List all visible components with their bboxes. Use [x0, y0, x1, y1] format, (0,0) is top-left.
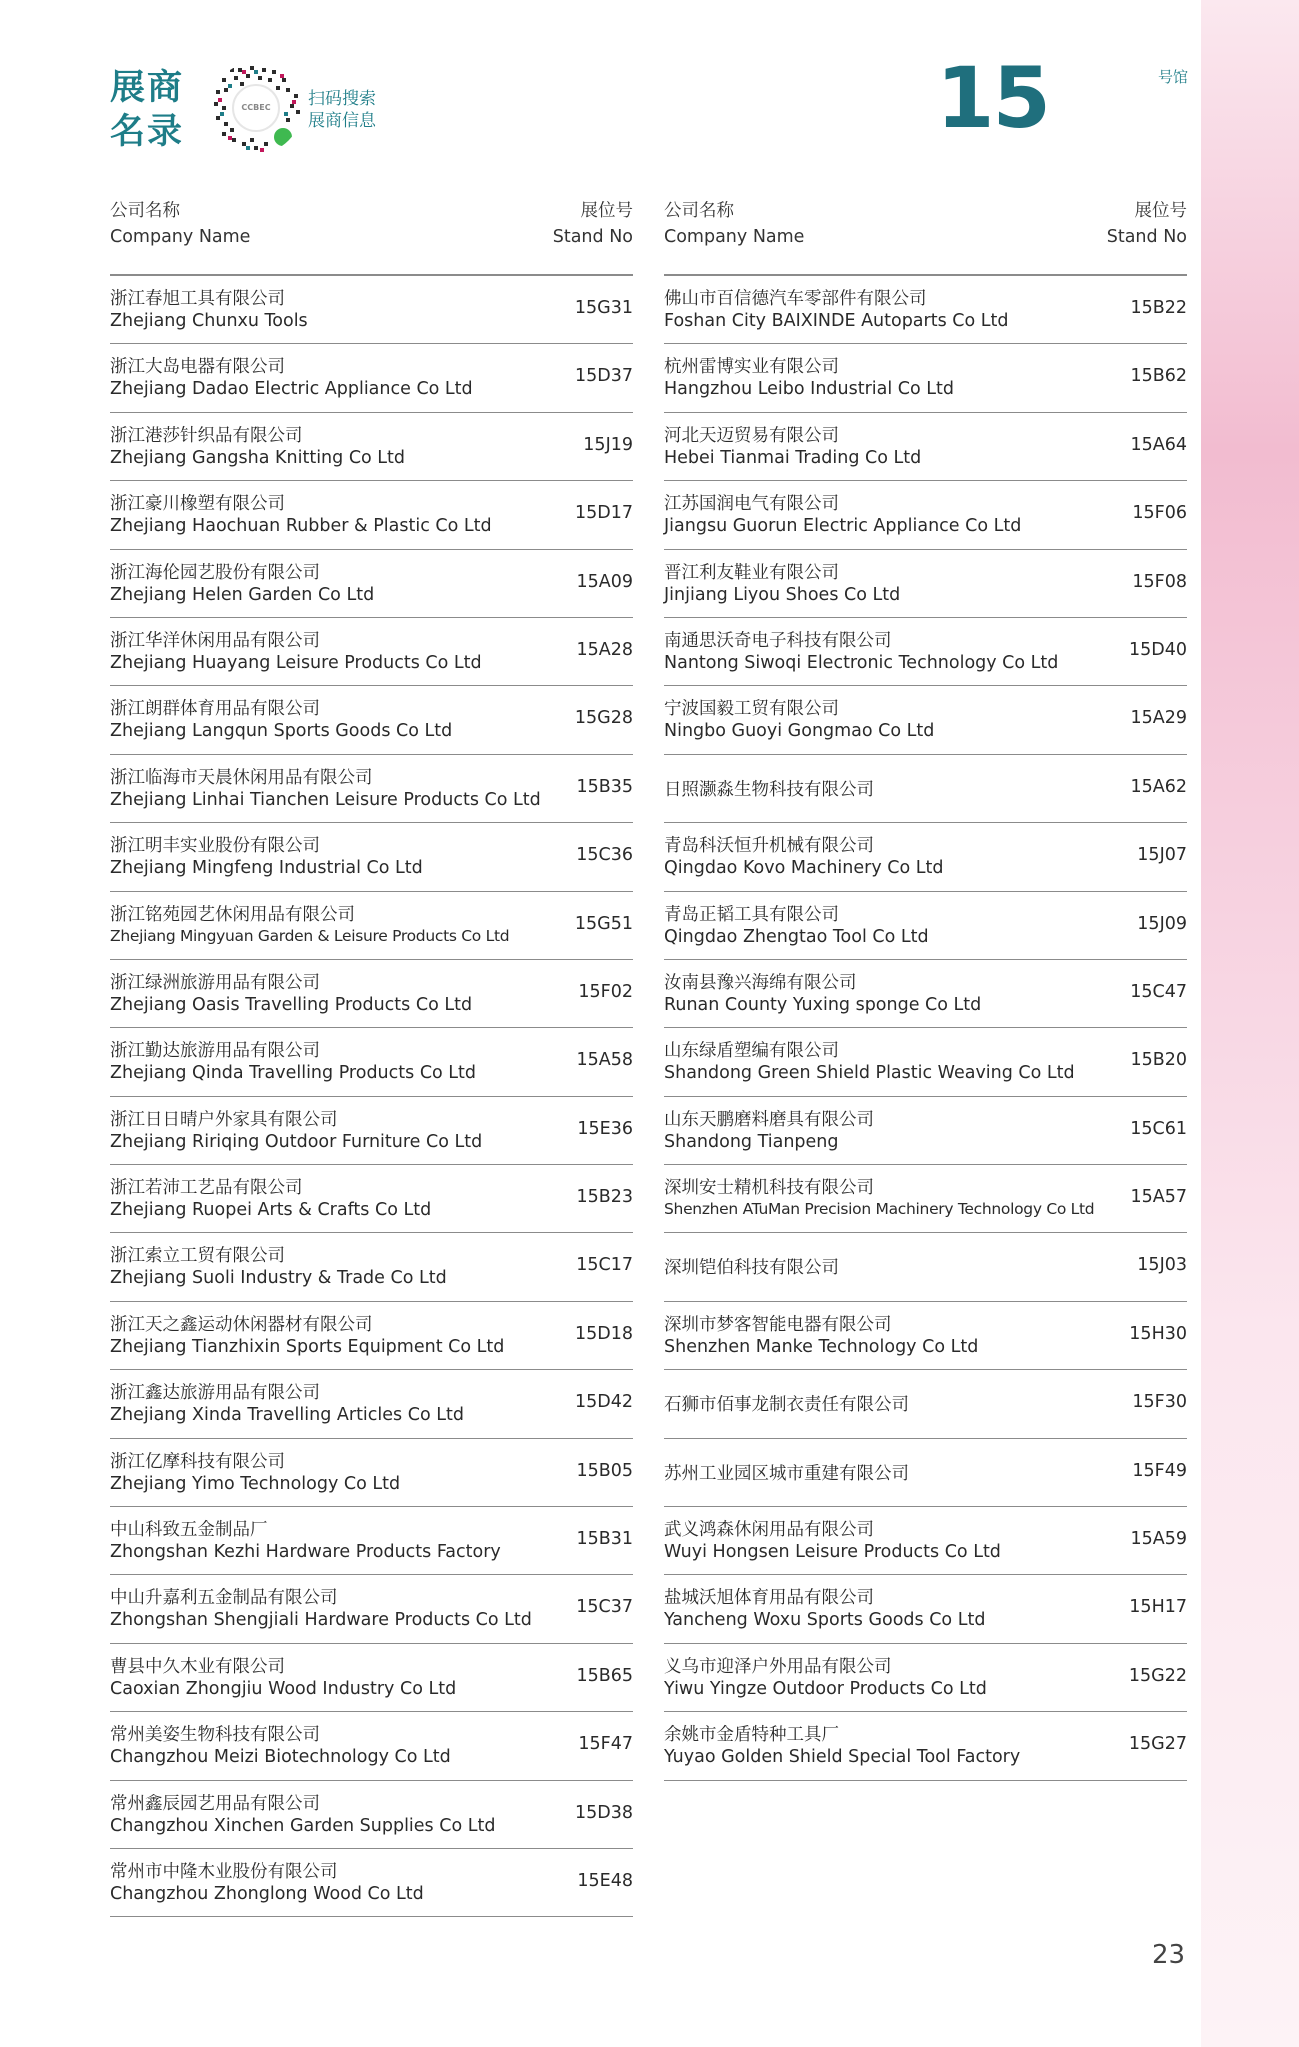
- company-name-chinese: 浙江若沛工艺品有限公司: [110, 1178, 303, 1199]
- company-name-english: Zhongshan Shengjiali Hardware Products Co Ltd: [110, 1610, 532, 1631]
- stand-number: 15A28: [576, 639, 633, 660]
- company-name-english: Wuyi Hongsen Leisure Products Co Ltd: [664, 1542, 1001, 1563]
- exhibitor-row: [664, 550, 1187, 618]
- company-name-chinese: 深圳铠伯科技有限公司: [664, 1258, 839, 1279]
- stand-number: 15H17: [1129, 1597, 1187, 1618]
- company-name-english: Zhejiang Suoli Industry & Trade Co Ltd: [110, 1268, 447, 1289]
- exhibitor-row: [110, 1849, 633, 1917]
- company-name-chinese: 浙江索立工贸有限公司: [110, 1246, 285, 1267]
- stand-number: 15A62: [1130, 776, 1187, 797]
- hall-number: 15: [936, 49, 1049, 147]
- company-name-chinese: 浙江华洋休闲用品有限公司: [110, 630, 320, 651]
- stand-number: 15J03: [1137, 1255, 1187, 1276]
- company-name-chinese: 浙江鑫达旅游用品有限公司: [110, 1383, 320, 1404]
- exhibitor-row: [664, 823, 1187, 891]
- stand-number: 15J07: [1137, 845, 1187, 866]
- company-name-english: Zhejiang Mingyuan Garden & Leisure Products Co Ltd: [110, 926, 510, 945]
- company-name-chinese: 浙江大岛电器有限公司: [110, 357, 285, 378]
- company-name-english: Zhejiang Qinda Travelling Products Co Ltd: [110, 1063, 477, 1084]
- company-name-chinese: 浙江春旭工具有限公司: [110, 289, 285, 309]
- company-name-chinese: 山东天鹏磨料磨具有限公司: [664, 1109, 874, 1130]
- company-name-chinese: 深圳安士精机科技有限公司: [664, 1178, 874, 1199]
- right-column: [664, 196, 1187, 1781]
- exhibitor-row: [110, 1439, 633, 1507]
- stand-number: 15F30: [1132, 1392, 1187, 1413]
- stand-number: 15C36: [576, 845, 633, 866]
- company-name-chinese: 河北天迈贸易有限公司: [664, 425, 839, 446]
- company-name-english: Yuyao Golden Shield Special Tool Factory: [664, 1747, 1021, 1768]
- scan-line-2: 展商信息: [308, 111, 376, 131]
- exhibitor-row: [664, 1302, 1187, 1370]
- stand-number: 15E36: [577, 1118, 633, 1139]
- company-name-english: Zhejiang Dadao Electric Appliance Co Ltd: [110, 379, 473, 400]
- exhibitor-row: [110, 413, 633, 481]
- stand-number: 15A57: [1130, 1187, 1187, 1208]
- company-name-chinese: 苏州工业园区城市重建有限公司: [664, 1463, 909, 1484]
- exhibitor-row: [110, 960, 633, 1028]
- stand-number: 15A59: [1130, 1529, 1187, 1550]
- company-name-en: Company Name: [110, 227, 251, 247]
- stand-number: 15H30: [1129, 1323, 1187, 1344]
- company-name-english: Zhongshan Kezhi Hardware Products Factory: [110, 1542, 501, 1563]
- company-name-english: Zhejiang Ririqing Outdoor Furniture Co Ltd: [110, 1131, 483, 1152]
- stand-number: 15G31: [574, 298, 633, 318]
- company-name-english: Zhejiang Mingfeng Industrial Co Ltd: [110, 858, 423, 879]
- page-number: 23: [1152, 1940, 1186, 1970]
- company-name-chinese: 杭州雷博实业有限公司: [664, 357, 839, 378]
- stand-number: 15J09: [1137, 913, 1187, 934]
- stand-number: 15C17: [576, 1255, 633, 1276]
- company-name-english: Zhejiang Ruopei Arts & Crafts Co Ltd: [110, 1200, 432, 1221]
- exhibitor-row: [664, 481, 1187, 549]
- mini-program-icon: [274, 128, 292, 146]
- exhibitor-row: [110, 1781, 633, 1849]
- stand-number: 15C37: [576, 1597, 633, 1618]
- company-name-english: Zhejiang Chunxu Tools: [110, 311, 308, 331]
- title-line-1: 展商: [110, 68, 185, 108]
- company-name-chinese: 义乌市迎泽户外用品有限公司: [664, 1656, 892, 1677]
- column-header: [110, 196, 633, 276]
- stand-no-zh: 展位号: [1134, 201, 1187, 221]
- company-name-chinese: 余姚市金盾特种工具厂: [664, 1725, 839, 1746]
- stand-number: 15F02: [578, 981, 633, 1002]
- stand-number: 15G27: [1128, 1734, 1187, 1755]
- company-name-english: Zhejiang Haochuan Rubber & Plastic Co Ltd: [110, 516, 492, 537]
- company-name-chinese: 浙江明丰实业股份有限公司: [110, 836, 320, 857]
- exhibitor-row: [110, 481, 633, 549]
- stand-no-en: Stand No: [552, 227, 633, 247]
- company-name-chinese: 浙江豪川橡塑有限公司: [110, 494, 285, 515]
- exhibitor-row: [110, 686, 633, 754]
- company-name-chinese: 宁波国毅工贸有限公司: [664, 699, 839, 720]
- company-name-english: Changzhou Xinchen Garden Supplies Co Ltd: [110, 1815, 496, 1836]
- stand-number: 15B65: [576, 1665, 633, 1686]
- qr-logo: CCBEC: [232, 84, 280, 132]
- company-name-english: Yancheng Woxu Sports Goods Co Ltd: [664, 1610, 986, 1631]
- exhibitor-row: [664, 1165, 1187, 1233]
- exhibitor-row: [664, 1233, 1187, 1301]
- company-name-english: Changzhou Zhonglong Wood Co Ltd: [110, 1883, 424, 1904]
- stand-number: 15D42: [574, 1392, 633, 1413]
- company-name-english: Zhejiang Gangsha Knitting Co Ltd: [110, 447, 406, 468]
- exhibitor-row: [664, 1575, 1187, 1643]
- stand-number: 15D37: [574, 366, 633, 387]
- company-name-zh: 公司名称: [664, 201, 734, 221]
- stand-number: 15F49: [1132, 1460, 1187, 1481]
- stand-number: 15J19: [583, 434, 633, 455]
- exhibitor-row: [664, 1097, 1187, 1165]
- exhibitor-row: [664, 892, 1187, 960]
- company-name-english: Zhejiang Oasis Travelling Products Co Ltd: [110, 994, 473, 1015]
- company-name-english: Yiwu Yingze Outdoor Products Co Ltd: [664, 1678, 987, 1699]
- exhibitor-list: [664, 276, 1187, 1781]
- exhibitor-row: [110, 344, 633, 412]
- company-name-chinese: 浙江勤达旅游用品有限公司: [110, 1041, 320, 1062]
- exhibitor-row: [110, 823, 633, 891]
- stand-number: 15A58: [576, 1050, 633, 1071]
- company-name-english: Zhejiang Helen Garden Co Ltd: [110, 584, 375, 605]
- company-name-english: Nantong Siwoqi Electronic Technology Co Ltd: [664, 652, 1059, 673]
- decorative-side-strip: [1201, 0, 1299, 2047]
- company-name-chinese: 浙江朗群体育用品有限公司: [110, 699, 320, 720]
- exhibitor-row: [110, 1165, 633, 1233]
- exhibitor-row: [110, 550, 633, 618]
- company-name-chinese: 晋江利友鞋业有限公司: [664, 562, 839, 583]
- exhibitor-row: [110, 1302, 633, 1370]
- company-name-english: Foshan City BAIXINDE Autoparts Co Ltd: [664, 311, 1009, 331]
- exhibitor-row: [664, 276, 1187, 344]
- stand-number: 15D17: [574, 503, 633, 524]
- company-name-chinese: 浙江亿摩科技有限公司: [110, 1451, 285, 1472]
- company-name-chinese: 石狮市佰事龙制衣责任有限公司: [664, 1395, 909, 1416]
- stand-no-en: Stand No: [1106, 227, 1187, 247]
- stand-number: 15C47: [1130, 981, 1187, 1002]
- company-name-chinese: 青岛正韬工具有限公司: [664, 904, 839, 925]
- company-name-chinese: 江苏国润电气有限公司: [664, 494, 839, 515]
- company-name-chinese: 常州美姿生物科技有限公司: [110, 1725, 320, 1746]
- exhibitor-row: [110, 1507, 633, 1575]
- exhibitor-row: [664, 1028, 1187, 1096]
- stand-number: 15G28: [574, 708, 633, 729]
- company-name-chinese: 山东绿盾塑编有限公司: [664, 1041, 839, 1062]
- company-name-chinese: 浙江海伦园艺股份有限公司: [110, 562, 320, 583]
- stand-number: 15B31: [576, 1529, 633, 1550]
- company-name-chinese: 中山升嘉利五金制品有限公司: [110, 1588, 338, 1609]
- scan-instructions: [308, 88, 428, 132]
- company-name-chinese: 青岛科沃恒升机械有限公司: [664, 836, 874, 857]
- exhibitor-row: [664, 413, 1187, 481]
- stand-number: 15A29: [1130, 708, 1187, 729]
- stand-no-header: [553, 198, 633, 250]
- company-name-english: Zhejiang Huayang Leisure Products Co Ltd: [110, 652, 482, 673]
- company-name-english: Caoxian Zhongjiu Wood Industry Co Ltd: [110, 1678, 457, 1699]
- scan-line-1: 扫码搜索: [308, 89, 376, 109]
- company-name-chinese: 佛山市百信德汽车零部件有限公司: [664, 289, 927, 309]
- company-name-header: [664, 198, 804, 250]
- company-name-english: Qingdao Zhengtao Tool Co Ltd: [664, 926, 929, 947]
- column-header: [664, 196, 1187, 276]
- exhibitor-row: [110, 1370, 633, 1438]
- exhibitor-row: [664, 960, 1187, 1028]
- company-name-chinese: 盐城沃旭体育用品有限公司: [664, 1588, 874, 1609]
- exhibitor-row: [110, 1575, 633, 1643]
- exhibitor-row: [664, 344, 1187, 412]
- exhibitor-row: [664, 1507, 1187, 1575]
- exhibitor-row: [664, 1644, 1187, 1712]
- exhibitor-row: [110, 618, 633, 686]
- company-name-english: Jiangsu Guorun Electric Appliance Co Ltd: [664, 516, 1022, 537]
- stand-number: 15F47: [578, 1734, 633, 1755]
- exhibitor-row: [110, 1097, 633, 1165]
- company-name-english: Shandong Tianpeng: [664, 1131, 839, 1152]
- qr-code-icon[interactable]: [210, 62, 302, 154]
- company-name-chinese: 浙江天之鑫运动休闲器材有限公司: [110, 1314, 373, 1335]
- company-name-english: Shandong Green Shield Plastic Weaving Co Ltd: [664, 1063, 1075, 1084]
- stand-number: 15F06: [1132, 503, 1187, 524]
- company-name-chinese: 浙江港莎针织品有限公司: [110, 425, 303, 446]
- stand-number: 15B35: [576, 776, 633, 797]
- exhibitor-row: [110, 1712, 633, 1780]
- stand-number: 15E48: [577, 1870, 633, 1891]
- company-name-english: Hangzhou Leibo Industrial Co Ltd: [664, 379, 955, 400]
- company-name-chinese: 汝南县豫兴海绵有限公司: [664, 972, 857, 993]
- stand-number: 15D38: [574, 1802, 633, 1823]
- exhibitor-list: [110, 276, 633, 1917]
- company-name-chinese: 武义鸿森休闲用品有限公司: [664, 1520, 874, 1541]
- stand-number: 15G51: [574, 913, 633, 934]
- exhibitor-row: [110, 1028, 633, 1096]
- exhibitor-row: [664, 1370, 1187, 1438]
- company-name-chinese: 浙江绿洲旅游用品有限公司: [110, 972, 320, 993]
- company-name-chinese: 浙江铭苑园艺休闲用品有限公司: [110, 904, 355, 925]
- exhibitor-row: [664, 1439, 1187, 1507]
- company-name-chinese: 曹县中久木业有限公司: [110, 1656, 285, 1677]
- left-column: [110, 196, 633, 1917]
- company-name-english: Zhejiang Tianzhixin Sports Equipment Co Ltd: [110, 1336, 505, 1357]
- company-name-english: Qingdao Kovo Machinery Co Ltd: [664, 858, 944, 879]
- company-name-english: Ningbo Guoyi Gongmao Co Ltd: [664, 721, 935, 742]
- hall-label: 号馆: [1158, 68, 1189, 86]
- company-name-english: Runan County Yuxing sponge Co Ltd: [664, 994, 982, 1015]
- stand-number: 15A09: [576, 571, 633, 592]
- company-name-chinese: 常州鑫辰园艺用品有限公司: [110, 1793, 320, 1814]
- stand-number: 15C61: [1130, 1118, 1187, 1139]
- company-name-english: Shenzhen ATuMan Precision Machinery Technology Co Ltd: [664, 1200, 1095, 1219]
- company-name-english: Zhejiang Yimo Technology Co Ltd: [110, 1473, 401, 1494]
- company-name-english: Jinjiang Liyou Shoes Co Ltd: [664, 584, 901, 605]
- company-name-header: [110, 198, 250, 250]
- company-name-english: Hebei Tianmai Trading Co Ltd: [664, 447, 922, 468]
- company-name-english: Shenzhen Manke Technology Co Ltd: [664, 1336, 979, 1357]
- exhibitor-row: [664, 755, 1187, 823]
- company-name-english: Changzhou Meizi Biotechnology Co Ltd: [110, 1747, 451, 1768]
- stand-number: 15D40: [1128, 639, 1187, 660]
- company-name-english: Zhejiang Linhai Tianchen Leisure Products Co Ltd: [110, 789, 541, 810]
- stand-no-header: [1107, 198, 1187, 250]
- exhibitor-row: [110, 755, 633, 823]
- company-name-chinese: 南通思沃奇电子科技有限公司: [664, 630, 892, 651]
- exhibitor-row: [664, 686, 1187, 754]
- stand-number: 15B23: [576, 1187, 633, 1208]
- company-name-chinese: 浙江临海市天晨休闲用品有限公司: [110, 767, 373, 788]
- company-name-chinese: 深圳市梦客智能电器有限公司: [664, 1314, 892, 1335]
- exhibitor-row: [110, 276, 633, 344]
- stand-number: 15G22: [1128, 1665, 1187, 1686]
- exhibitor-row: [664, 618, 1187, 686]
- stand-number: 15D18: [574, 1323, 633, 1344]
- company-name-zh: 公司名称: [110, 201, 180, 221]
- stand-number: 15B05: [576, 1460, 633, 1481]
- exhibitor-row: [664, 1712, 1187, 1780]
- company-name-chinese: 浙江日日晴户外家具有限公司: [110, 1109, 338, 1130]
- stand-number: 15B62: [1130, 366, 1187, 387]
- title-line-2: 名录: [110, 112, 185, 152]
- company-name-english: Zhejiang Langqun Sports Goods Co Ltd: [110, 721, 453, 742]
- company-name-en: Company Name: [664, 227, 805, 247]
- exhibitor-row: [110, 892, 633, 960]
- company-name-english: Zhejiang Xinda Travelling Articles Co Ltd: [110, 1405, 464, 1426]
- exhibitor-row: [110, 1644, 633, 1712]
- stand-number: 15B20: [1130, 1050, 1187, 1071]
- company-name-chinese: 中山科致五金制品厂: [110, 1520, 268, 1541]
- stand-number: 15B22: [1130, 298, 1187, 318]
- company-name-chinese: 常州市中隆木业股份有限公司: [110, 1861, 338, 1882]
- exhibitor-row: [110, 1233, 633, 1301]
- directory-title: [110, 66, 200, 154]
- company-name-chinese: 日照灏淼生物科技有限公司: [664, 779, 874, 800]
- stand-no-zh: 展位号: [580, 201, 633, 221]
- stand-number: 15A64: [1130, 434, 1187, 455]
- stand-number: 15F08: [1132, 571, 1187, 592]
